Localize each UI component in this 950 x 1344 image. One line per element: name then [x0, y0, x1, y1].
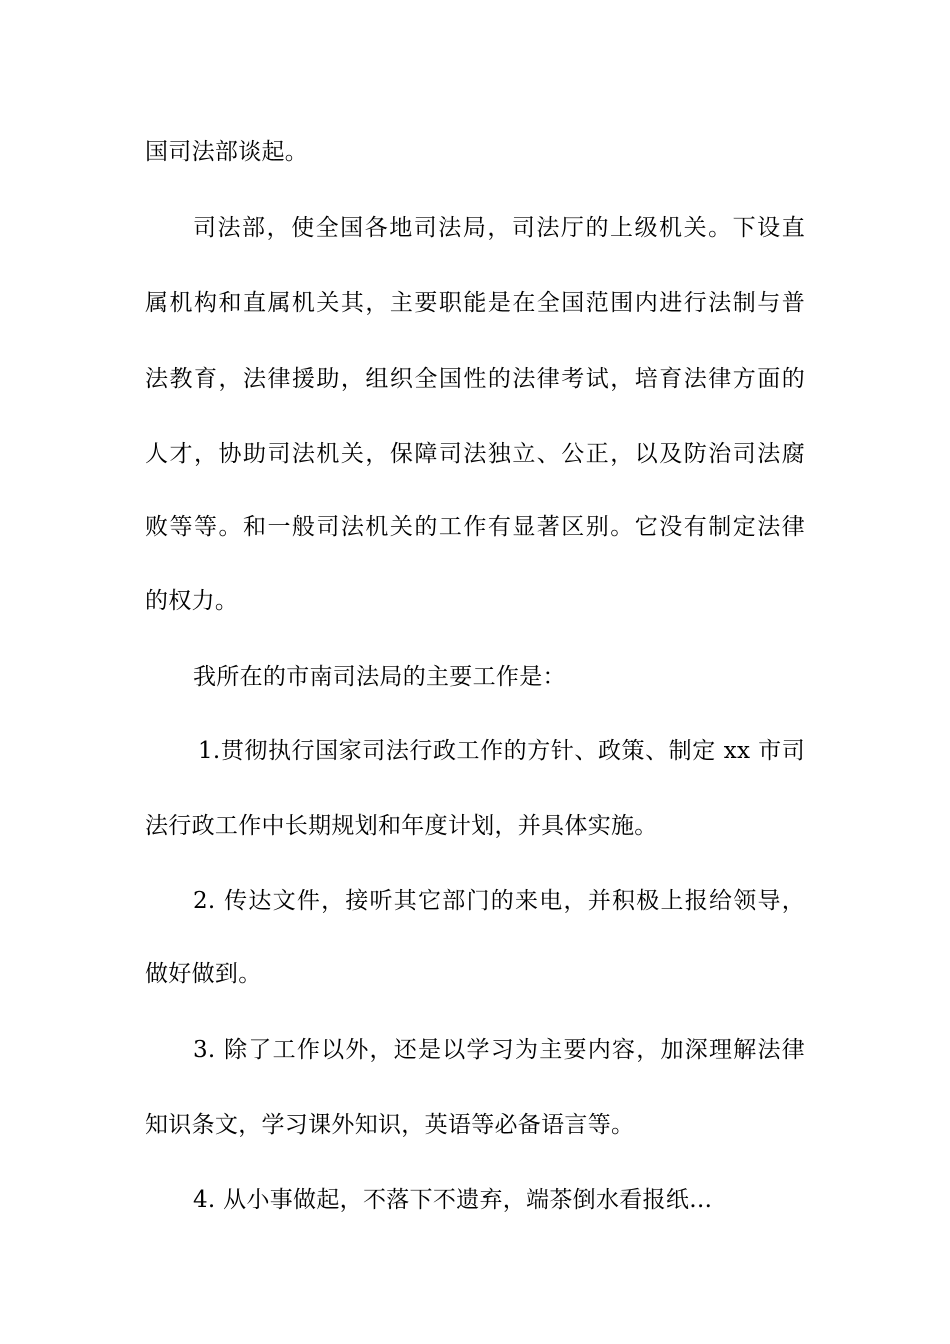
paragraph-start-line: 我所在的市南司法局的主要工作是：	[193, 664, 566, 690]
list-item-4-line: 4. 从小事做起，不落下不遗弃，端茶倒水看报纸…	[193, 1187, 713, 1213]
text-line: 做好做到。	[145, 961, 262, 987]
text-line: 知识条文，学习课外知识，英语等必备语言等。	[145, 1112, 635, 1138]
text-line: 法行政工作中长期规划和年度计划，并具体实施。	[145, 813, 658, 839]
list-item-3-line: 3. 除了工作以外，还是以学习为主要内容，加深理解法律	[193, 1037, 805, 1063]
text-line: 国司法部谈起。	[145, 139, 309, 165]
list-item-1-line: 1.贯彻执行国家司法行政工作的方针、政策、制定 xx 市司	[198, 738, 805, 764]
text-line: 的权力。	[145, 588, 239, 614]
text-line: 属机构和直属机关其，主要职能是在全国范围内进行法制与普	[145, 290, 805, 316]
paragraph-start-line: 司法部，使全国各地司法局，司法厅的上级机关。下设直	[193, 215, 805, 241]
text-line: 法教育，法律援助，组织全国性的法律考试，培育法律方面的	[145, 366, 805, 392]
text-line: 败等等。和一般司法机关的工作有显著区别。它没有制定法律	[145, 514, 805, 540]
list-item-2-line: 2. 传达文件，接听其它部门的来电，并积极上报给领导，	[193, 888, 805, 914]
text-line: 人才，协助司法机关，保障司法独立、公正，以及防治司法腐	[145, 441, 805, 467]
